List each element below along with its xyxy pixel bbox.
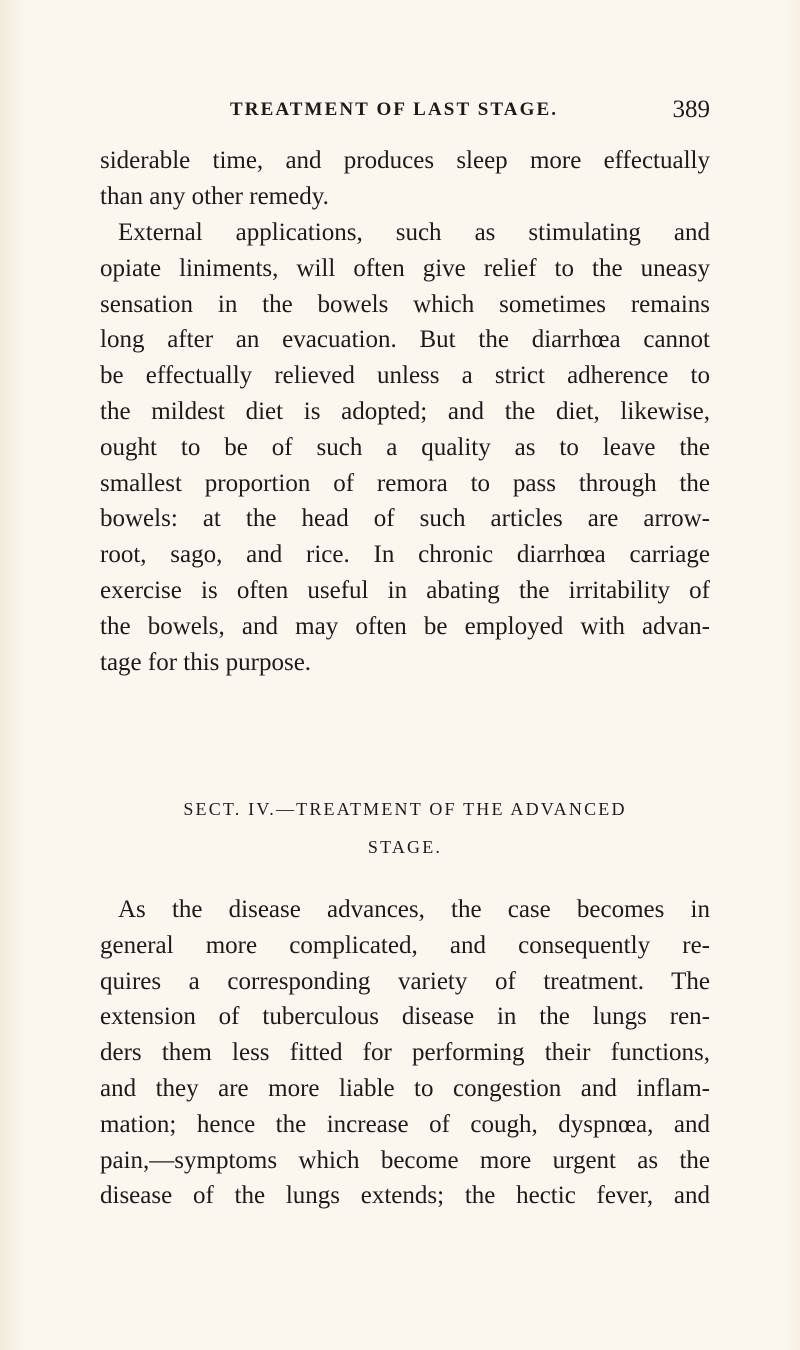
text-line: mation; hence the increase of cough, dyspnœa, and <box>100 1110 710 1138</box>
paragraph-continuation <box>100 143 710 215</box>
text-line: bowels: at the head of such articles are arrow- <box>100 505 710 533</box>
text-line: extension of tuberculous disease in the lungs ren- <box>100 1003 710 1031</box>
text-line: be effectually relieved unless a strict adherence to <box>100 362 710 390</box>
section-heading <box>100 790 710 866</box>
running-title: TREATMENT OF LAST STAGE. <box>230 99 559 120</box>
text-line: general more complicated, and consequently re- <box>100 931 710 959</box>
text-line: and they are more liable to congestion and inflam- <box>100 1074 710 1102</box>
text-line: the mildest diet is adopted; and the diet, likewise, <box>100 397 710 425</box>
text-line: opiate liniments, will often give relief to the uneasy <box>100 254 710 282</box>
running-head <box>230 96 710 130</box>
text-line: External applications, such as stimulating and <box>118 219 710 246</box>
text-line: ought to be of such a quality as to leave the <box>100 433 710 461</box>
text-line: root, sago, and rice. In chronic diarrhœa carriage <box>100 541 710 569</box>
section-heading-line: SECT. IV.—TREATMENT OF THE ADVANCED <box>183 799 627 819</box>
text-line: siderable time, and produces sleep more effectually <box>100 147 710 174</box>
text-line: ders them less fitted for performing their functions, <box>100 1039 710 1067</box>
text-line: the bowels, and may often be employed with advan- <box>100 612 710 640</box>
text-line: than any other remedy. <box>100 182 329 210</box>
text-line: long after an evacuation. But the diarrhœa cannot <box>100 326 710 354</box>
paragraph-advanced-stage <box>100 892 710 1214</box>
text-line: As the disease advances, the case becomes in <box>118 896 710 923</box>
text-line: quires a corresponding variety of treatment. The <box>100 967 710 995</box>
text-line: tage for this purpose. <box>100 648 312 676</box>
text-line: sensation in the bowels which sometimes remains <box>100 290 710 318</box>
paragraph-external-applications <box>100 215 710 680</box>
text-line: smallest proportion of remora to pass through the <box>100 469 710 497</box>
section-heading-line: STAGE. <box>367 837 443 857</box>
text-line: pain,—symptoms which become more urgent as the <box>100 1146 710 1174</box>
page-number: 389 <box>672 96 710 123</box>
text-line: exercise is often useful in abating the irritability of <box>100 576 710 604</box>
text-line: disease of the lungs extends; the hectic fever, and <box>100 1182 710 1210</box>
